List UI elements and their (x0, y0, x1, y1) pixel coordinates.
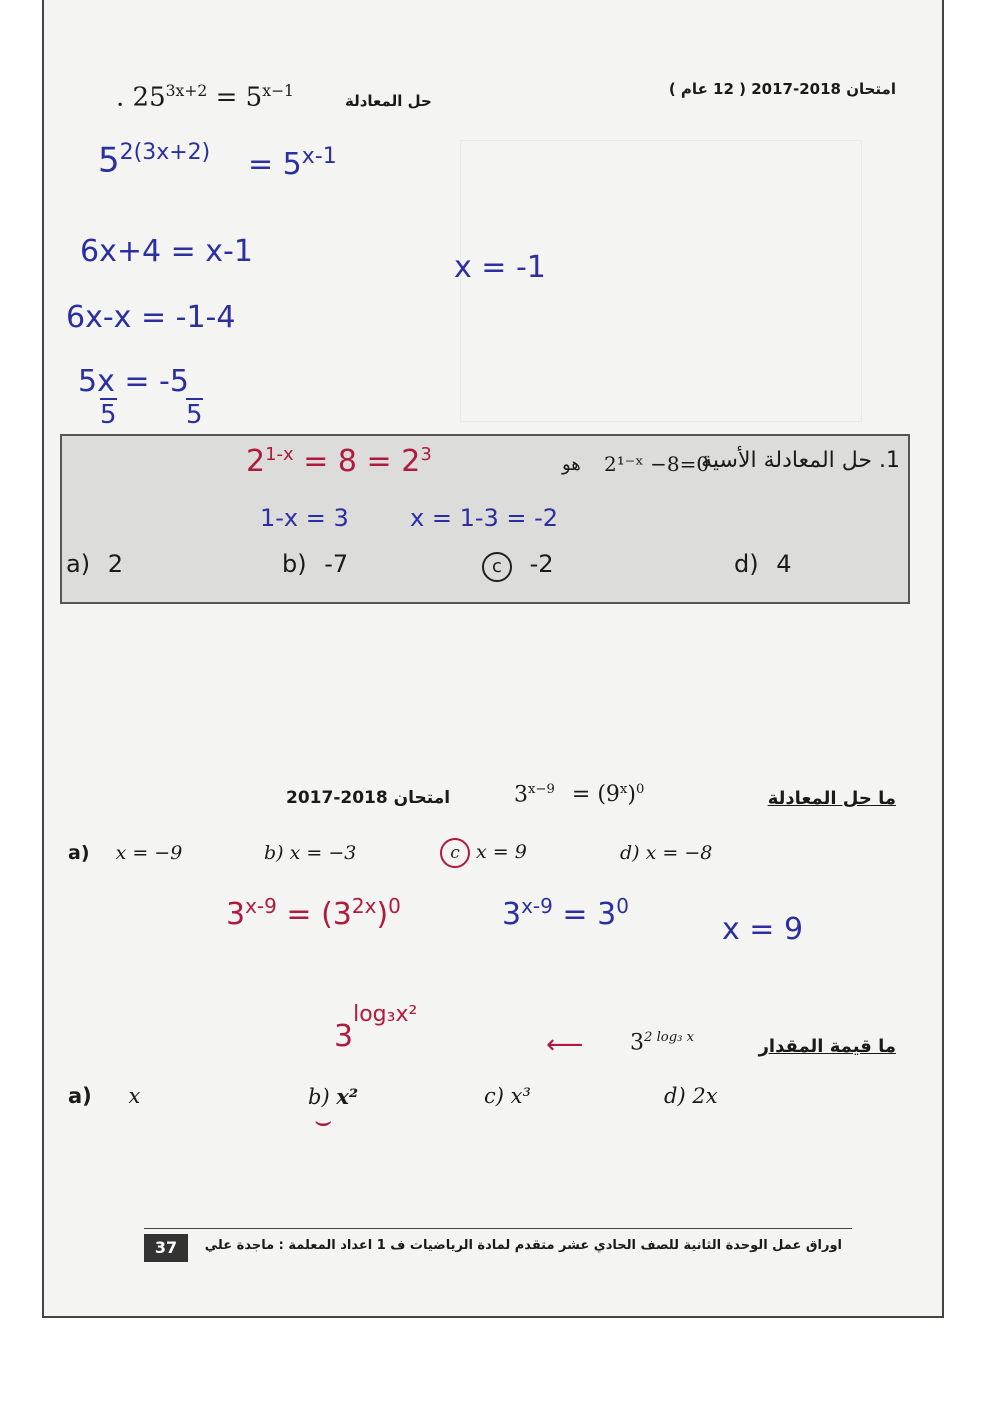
q1-option-a[interactable] (66, 550, 123, 578)
q2-eq-rhs-close: ) (627, 782, 636, 808)
q1-option-c-value: -2 (529, 550, 554, 578)
q3-expression (630, 1030, 694, 1055)
q3-option-a-value: x (128, 1084, 141, 1108)
work1-line4-den: 5 (100, 400, 117, 430)
q1-option-d-value: 4 (776, 550, 792, 578)
q2-option-d[interactable] (620, 842, 712, 864)
q1-equation: 2¹⁻ˣ −8=0 (604, 452, 710, 476)
footer-divider (144, 1228, 852, 1229)
work1-line2: 6x+4 = x-1 (80, 234, 253, 269)
q2-work-a-base: 3 (226, 897, 246, 932)
work1-answer: x = -1 (454, 250, 546, 285)
q3-work-base: 3 (334, 1019, 354, 1054)
q3-option-d-letter: d) (664, 1084, 686, 1108)
q2-eq-lhs: 3 (514, 782, 528, 808)
q1-question: 1. حل المعادلة الأسية (701, 448, 900, 473)
q2-work-answer: x = 9 (722, 912, 804, 947)
q3-option-d[interactable] (664, 1084, 718, 1108)
q3-title: ما قيمة المقدار (758, 1036, 896, 1057)
q3-expr-exp: 2 log₃ x (644, 1030, 695, 1045)
q1-option-d-letter: d) (734, 550, 759, 578)
q1-work-line2b: x = 1-3 = -2 (410, 504, 559, 532)
q3-option-c-letter: c) (484, 1084, 504, 1108)
q2-work-a-close: ) (376, 897, 389, 932)
q2-option-c-letter-circled: c (440, 838, 470, 868)
q1-work-line2a: 1-x = 3 (260, 504, 349, 532)
q2-equation (514, 782, 644, 807)
work1-line3: 6x-x = -1-4 (66, 300, 236, 335)
q2-option-c-value: x = 9 (476, 841, 527, 863)
q1-work-base: 2 (246, 444, 266, 479)
q2-eq-lhs-exp: x−9 (528, 782, 555, 797)
q1-suffix: هو (562, 454, 581, 475)
q2-option-c[interactable] (440, 838, 527, 868)
header-eq-base: 25 (132, 82, 166, 113)
q2-exam-label: امتحان 2018-2017 (286, 788, 451, 808)
q2-option-d-letter: d) (620, 842, 640, 864)
work1-rhs-exp: x-1 (301, 144, 337, 169)
q2-eq-rhs-exp: 0 (635, 782, 645, 797)
work1-line1 (98, 140, 210, 180)
header-eq-rhs-exp: x−1 (262, 82, 294, 100)
footer-text: اوراق عمل الوحدة الثانية للصف الحادي عشر متقدم لمادة الرياضيات ف 1 اعداد المعلمة : ماجدة علي (204, 1238, 842, 1253)
q2-option-a-value: x = −9 (115, 842, 183, 864)
q3-option-b-value: x² (336, 1084, 359, 1109)
q2-work-b (502, 894, 629, 932)
q3-option-c[interactable] (484, 1084, 531, 1108)
solve-label: حل المعادلة (345, 92, 432, 110)
q1-work-mid: = 8 = 2 (303, 444, 421, 479)
q2-title: ما حل المعادلة (767, 788, 896, 809)
q2-work-a (226, 894, 401, 932)
q2-work-a-rhs-exp-inner: 2x (351, 894, 377, 918)
q3-work (334, 1002, 417, 1054)
q2-work-a-exp: x-9 (245, 894, 277, 918)
q3-option-b-underline-mark: ⌣ (314, 1104, 333, 1137)
work1-line4-den-r: 5 (186, 400, 203, 430)
q1-work-line1 (246, 444, 432, 479)
q2-eq-rhs-exp-inner: x (619, 782, 628, 797)
exam-label: امتحان 2018-2017 ( 12 عام ) (668, 80, 896, 98)
q2-option-a[interactable] (68, 842, 182, 864)
q1-work-exp2: 3 (420, 444, 432, 465)
q1-option-a-value: 2 (107, 550, 123, 578)
work1-line1-rhs (248, 144, 337, 182)
q2-option-a-letter: a) (68, 842, 90, 864)
q2-option-d-value: x = −8 (645, 842, 713, 864)
q1-work-exp: 1-x (265, 444, 294, 465)
q3-option-a-letter: a) (68, 1084, 92, 1108)
work1-base: 5 (98, 140, 120, 181)
q3-arrow: ⟵ (546, 1030, 584, 1060)
work1-rhs: = 5 (248, 147, 302, 182)
q2-work-a-exp2: 0 (388, 894, 401, 918)
q2-work-b-exp: x-9 (521, 894, 553, 918)
q3-option-d-value: 2x (692, 1084, 718, 1108)
work1-line4: 5x = -5 (78, 364, 189, 399)
q1-option-b-letter: b) (282, 550, 307, 578)
q3-option-c-value: x³ (510, 1084, 531, 1108)
q3-option-a[interactable] (68, 1084, 140, 1108)
q2-work-b-rhs-exp: 0 (616, 894, 629, 918)
q2-option-b[interactable] (264, 842, 356, 864)
page-number: 37 (144, 1234, 188, 1262)
work1-exp: 2(3x+2) (119, 140, 211, 165)
q2-option-b-letter: b) (264, 842, 284, 864)
q2-work-b-rhs: = 3 (562, 897, 617, 932)
q3-work-exp: log₃x² (353, 1002, 418, 1027)
header-eq-exp: 3x+2 (165, 82, 208, 100)
q1-option-a-letter: a) (66, 550, 91, 578)
q1-option-b-value: -7 (324, 550, 349, 578)
header-eq-rhs: = 5 (215, 82, 263, 113)
q3-expr-base: 3 (630, 1030, 644, 1056)
q1-option-d[interactable] (734, 550, 792, 578)
q2-work-b-base: 3 (502, 897, 522, 932)
q1-option-c[interactable] (482, 550, 554, 582)
q2-work-a-rhs: = (3 (286, 897, 352, 932)
q1-option-c-letter-circled: c (482, 552, 512, 582)
q2-eq-rhs: = (9 (571, 782, 620, 808)
q2-option-b-value: x = −3 (289, 842, 357, 864)
header-equation (116, 82, 294, 113)
header-dot: . (116, 82, 125, 113)
q3-option-b-letter: b) (308, 1085, 330, 1109)
q1-option-b[interactable] (282, 550, 348, 578)
